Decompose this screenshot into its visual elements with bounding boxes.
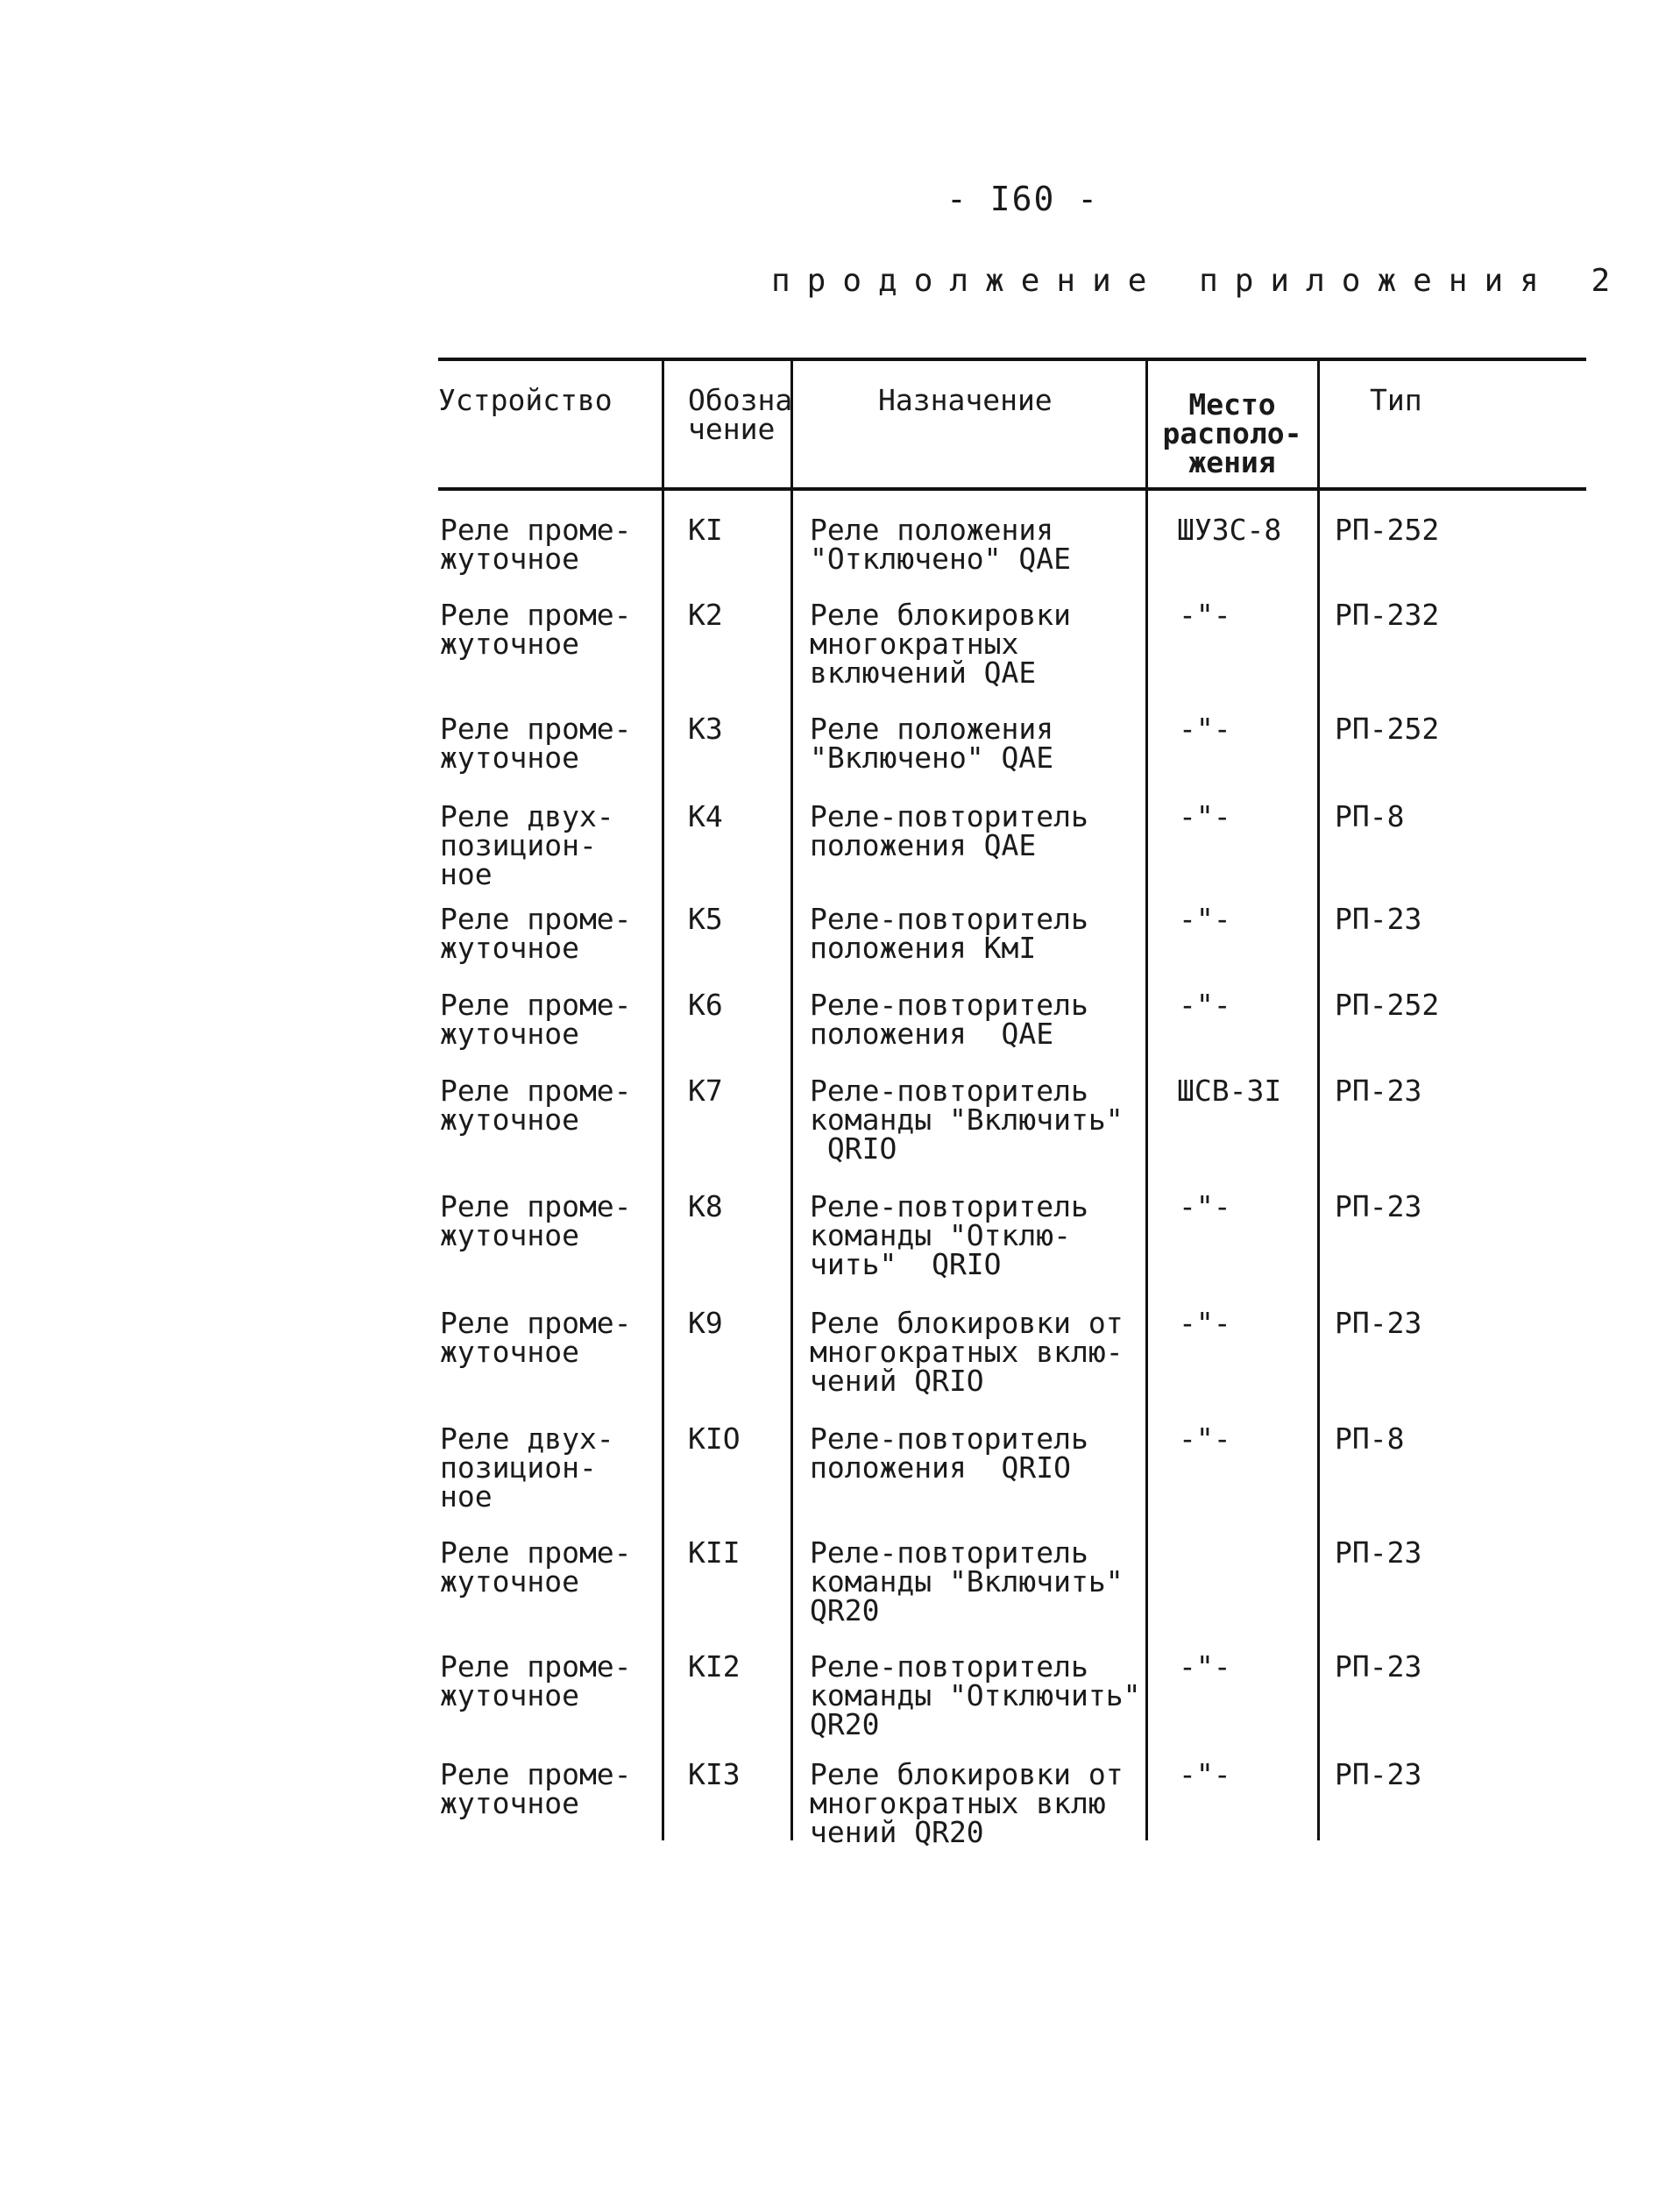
header-purpose: Назначение <box>878 383 1053 417</box>
cell-purpose: Реле-повторитель положения QRIO <box>810 1421 1088 1485</box>
cell-device: Реле проме- жуточное <box>440 1306 632 1369</box>
cell-designation: К9 <box>688 1306 723 1340</box>
cell-location: -"- <box>1179 799 1231 833</box>
cell-type: РП-252 <box>1335 712 1440 746</box>
cell-type: РП-23 <box>1335 1535 1422 1570</box>
cell-location: -"- <box>1179 1649 1231 1684</box>
cell-purpose: Реле-повторитель команды "Включить" QRIO <box>810 1074 1124 1166</box>
table-top-rule <box>438 358 1586 361</box>
cell-device: Реле двух- позицион- ное <box>440 799 614 891</box>
column-divider <box>1145 359 1148 1840</box>
cell-location: -"- <box>1179 1306 1231 1340</box>
cell-type: РП-252 <box>1335 988 1440 1022</box>
cell-device: Реле проме- жуточное <box>440 988 632 1051</box>
header-bottom-rule <box>438 487 1586 491</box>
page-number: - I60 - <box>946 180 1100 218</box>
header-type: Тип <box>1370 383 1422 417</box>
cell-purpose: Реле блокировки от многократных вклю- чений QRIO <box>810 1306 1124 1398</box>
cell-type: РП-23 <box>1335 1649 1422 1684</box>
cell-device: Реле проме- жуточное <box>440 1189 632 1252</box>
cell-type: РП-252 <box>1335 513 1440 547</box>
cell-purpose: Реле-повторитель команды "Отключить" QR20 <box>810 1649 1141 1741</box>
cell-type: РП-8 <box>1335 1421 1405 1456</box>
cell-location: ШСВ-3I <box>1177 1074 1282 1108</box>
cell-type: РП-23 <box>1335 902 1422 936</box>
cell-purpose: Реле положения "Отключено" QAE <box>810 513 1072 576</box>
header-location: Место располо- жения <box>1162 387 1302 479</box>
cell-designation: К4 <box>688 799 723 833</box>
cell-type: РП-232 <box>1335 598 1440 632</box>
cell-device: Реле проме- жуточное <box>440 598 632 661</box>
cell-device: Реле проме- жуточное <box>440 712 632 775</box>
column-divider <box>790 359 793 1840</box>
cell-designation: К5 <box>688 902 723 936</box>
cell-type: РП-23 <box>1335 1189 1422 1223</box>
cell-designation: КI3 <box>688 1757 741 1791</box>
cell-purpose: Реле положения "Включено" QAE <box>810 712 1054 775</box>
header-designation: Обозна чение <box>688 383 793 446</box>
cell-location: -"- <box>1179 1189 1231 1223</box>
cell-designation: К6 <box>688 988 723 1022</box>
cell-designation: К2 <box>688 598 723 632</box>
cell-designation: К8 <box>688 1189 723 1223</box>
cell-type: РП-23 <box>1335 1074 1422 1108</box>
column-divider <box>1317 359 1320 1840</box>
cell-purpose: Реле-повторитель команды "Отклю- чить" QRIO <box>810 1189 1088 1281</box>
cell-device: Реле двух- позицион- ное <box>440 1421 614 1514</box>
cell-designation: КII <box>688 1535 741 1570</box>
cell-designation: КIO <box>688 1421 741 1456</box>
cell-purpose: Реле-повторитель положения QAE <box>810 799 1088 862</box>
cell-designation: КI2 <box>688 1649 741 1684</box>
cell-location: -"- <box>1179 988 1231 1022</box>
cell-purpose: Реле-повторитель положения QAE <box>810 988 1088 1051</box>
cell-location: -"- <box>1179 1757 1231 1791</box>
cell-device: Реле проме- жуточное <box>440 1535 632 1599</box>
cell-device: Реле проме- жуточное <box>440 902 632 965</box>
cell-device: Реле проме- жуточное <box>440 1649 632 1712</box>
cell-type: РП-23 <box>1335 1306 1422 1340</box>
cell-purpose: Реле-повторитель команды "Включить" QR20 <box>810 1535 1124 1627</box>
cell-location: -"- <box>1179 902 1231 936</box>
cell-purpose: Реле блокировки многократных включений QAE <box>810 598 1072 690</box>
cell-designation: К7 <box>688 1074 723 1108</box>
column-divider <box>662 359 664 1840</box>
cell-location: -"- <box>1179 1421 1231 1456</box>
cell-device: Реле проме- жуточное <box>440 1074 632 1137</box>
cell-location: ШУЗС-8 <box>1177 513 1282 547</box>
continuation-title: продолжение приложения 2 <box>771 263 1627 299</box>
cell-designation: КI <box>688 513 723 547</box>
cell-designation: К3 <box>688 712 723 746</box>
cell-device: Реле проме- жуточное <box>440 1757 632 1820</box>
cell-purpose: Реле блокировки от многократных вклю чений QR20 <box>810 1757 1124 1849</box>
header-device: Устройство <box>438 383 613 417</box>
cell-location: -"- <box>1179 598 1231 632</box>
cell-purpose: Реле-повторитель положения КмI <box>810 902 1088 965</box>
cell-location: -"- <box>1179 712 1231 746</box>
cell-device: Реле проме- жуточное <box>440 513 632 576</box>
cell-type: РП-8 <box>1335 799 1405 833</box>
cell-type: РП-23 <box>1335 1757 1422 1791</box>
